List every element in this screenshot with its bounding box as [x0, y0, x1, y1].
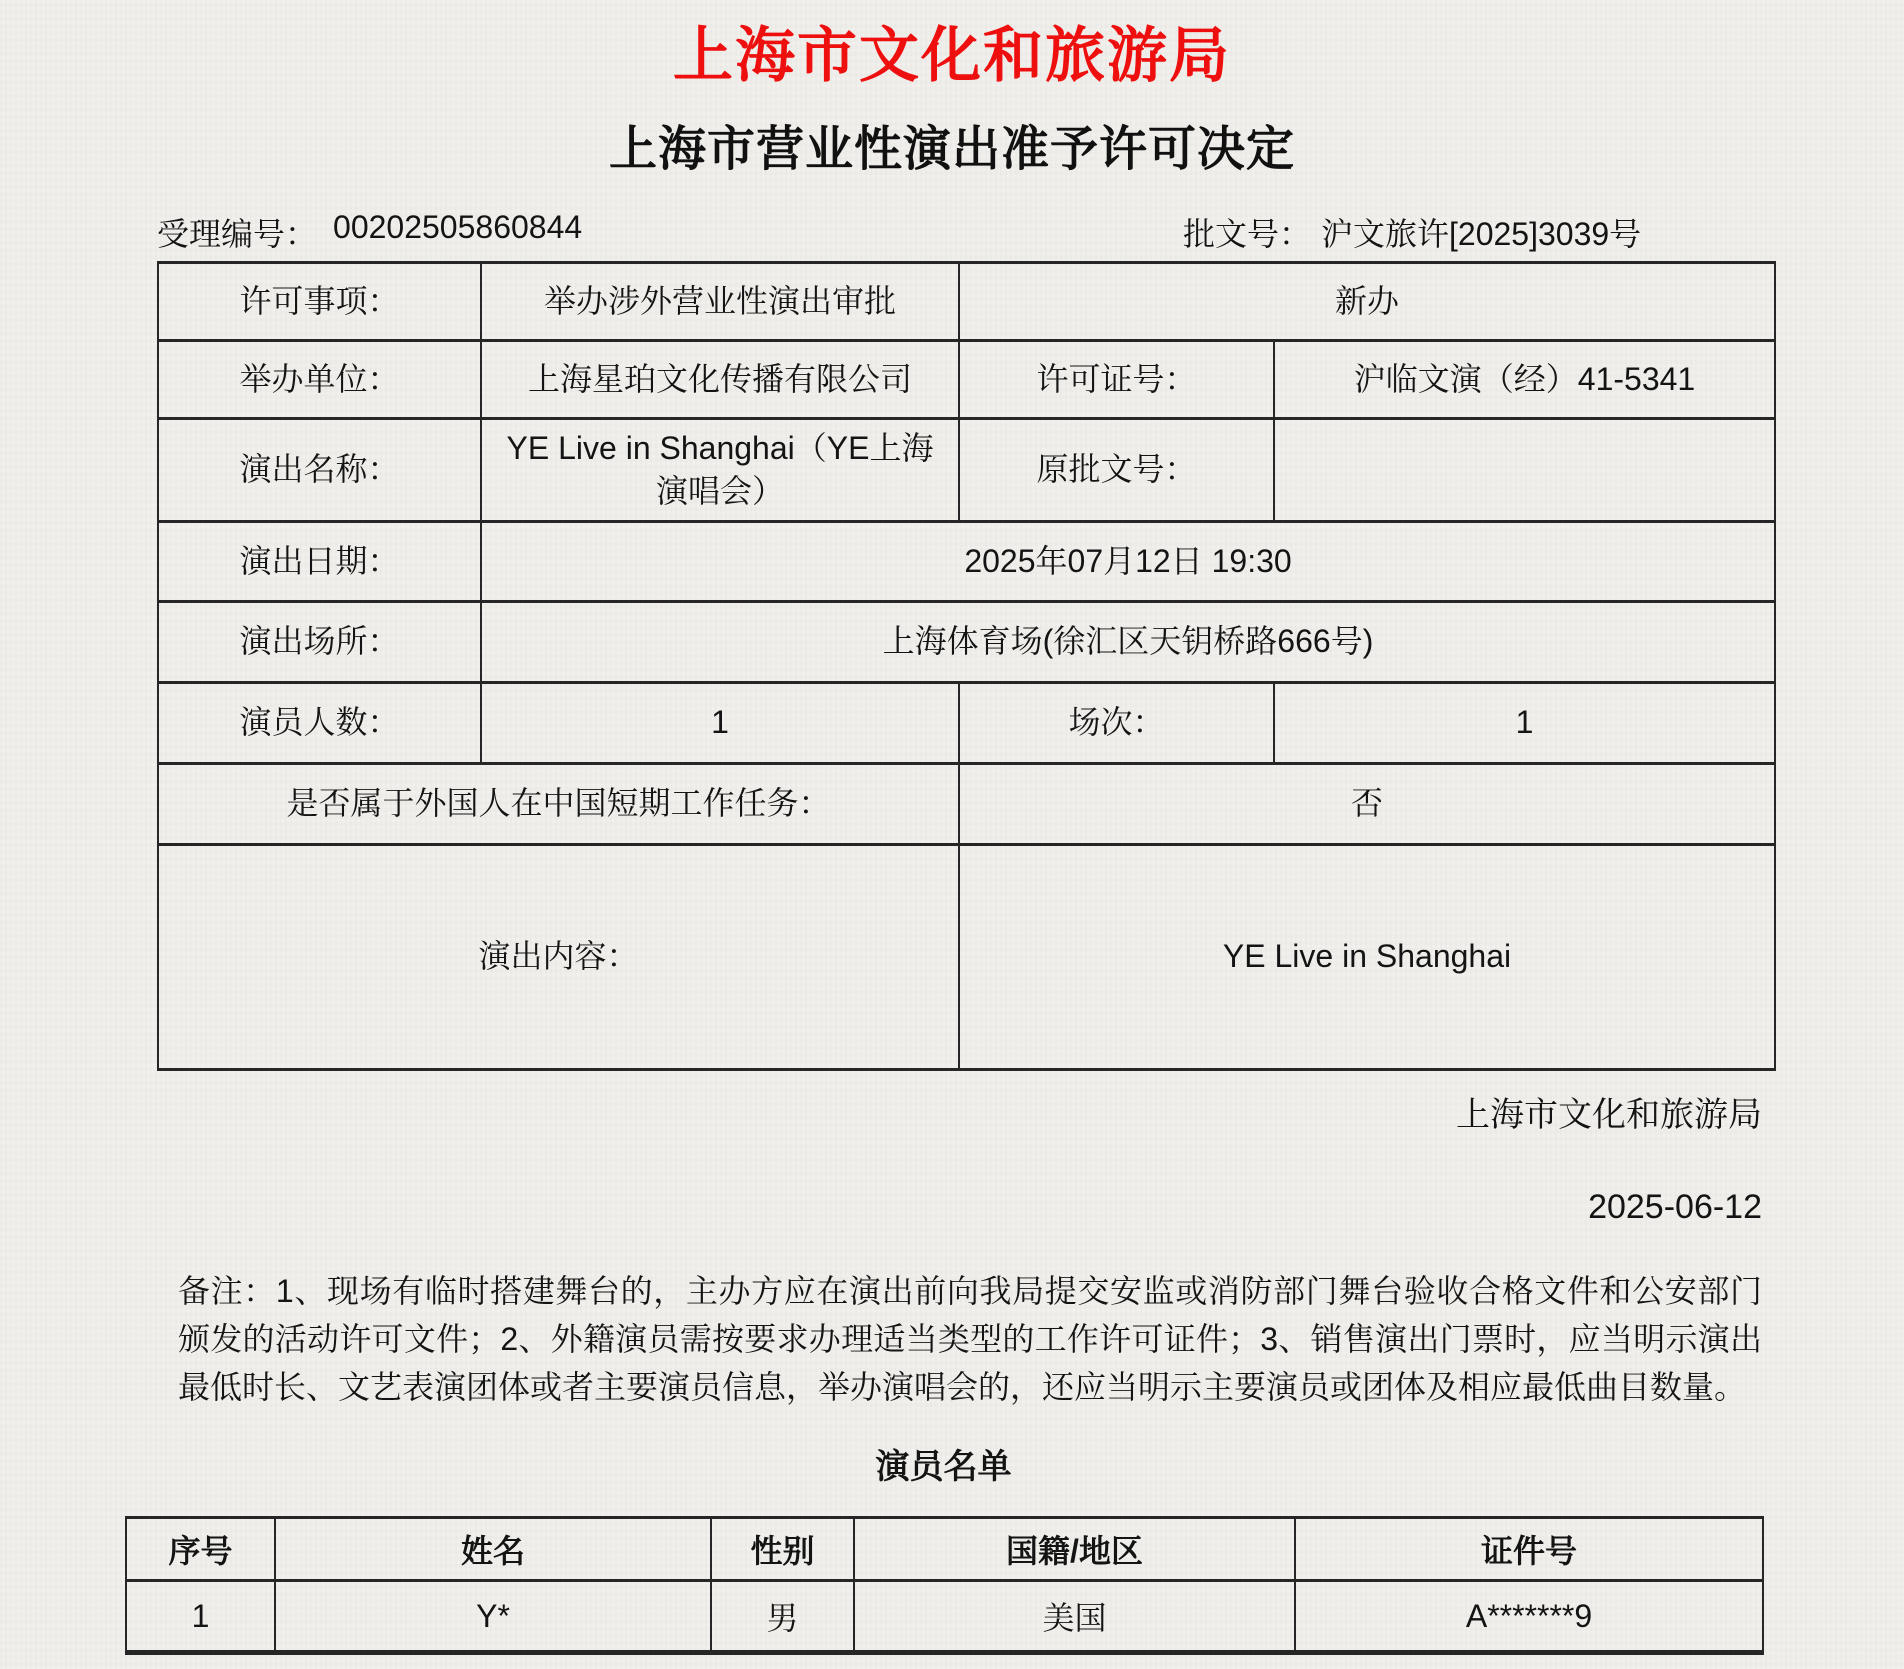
row-license-item [158, 263, 1775, 341]
approval-number-value: 沪文旅许[2025]3039号 [1321, 216, 1642, 252]
organizer-value: 上海星珀文化传播有限公司 [481, 341, 959, 419]
performer-header-row [126, 1518, 1763, 1581]
acceptance-number-label: 受理编号： [157, 216, 318, 252]
organizer-label: 举办单位： [158, 341, 481, 419]
show-name-value: YE Live in Shanghai（YE上海演唱会） [481, 419, 959, 522]
license-item-value: 举办涉外营业性演出审批 [481, 263, 959, 341]
performer-table [125, 1516, 1764, 1655]
remarks-paragraph: 备注：1、现场有临时搭建舞台的，主办方应在演出前向我局提交安监或消防部门舞台验收合格文件和公安部门颁发的活动许可文件；2、外籍演员需按要求办理适当类型的工作许可证件；3、销售演出门票时，应当明示演出最低时长、文艺表演团体或者主要演员信息，举办演唱会的，还应当明示主要演员或团体及相应最低曲目数量。 [178, 1273, 1762, 1405]
show-date-label: 演出日期： [158, 522, 481, 602]
performer-id: A*******9 [1295, 1581, 1763, 1653]
performer-count-label: 演员人数： [158, 683, 481, 764]
session-value: 1 [1274, 683, 1775, 764]
row-show-date [158, 522, 1775, 602]
performer-list-title: 演员名单 [875, 1448, 1012, 1486]
reference-numbers-row [157, 209, 1774, 252]
performer-header-index: 序号 [126, 1518, 275, 1581]
license-no-label: 许可证号： [959, 341, 1274, 419]
session-label: 场次： [959, 683, 1274, 764]
venue-label: 演出场所： [158, 602, 481, 683]
signature-date: 2025-06-12 [1588, 1188, 1762, 1226]
license-item-label: 许可事项： [158, 263, 481, 341]
performer-gender: 男 [711, 1581, 854, 1653]
row-foreign-work [158, 764, 1775, 845]
approval-number [1183, 209, 1641, 255]
performer-header-nationality: 国籍/地区 [854, 1518, 1295, 1581]
orig-approval-value [1274, 419, 1775, 522]
performer-count-value: 1 [481, 683, 959, 764]
acceptance-number [157, 209, 582, 255]
org-title: 上海市文化和旅游局 [673, 22, 1231, 89]
row-show-name [158, 419, 1775, 522]
doc-title: 上海市营业性演出准予许可决定 [608, 123, 1295, 176]
performer-index: 1 [126, 1581, 275, 1653]
foreign-work-value: 否 [959, 764, 1775, 845]
show-content-label: 演出内容： [158, 845, 959, 1070]
performer-name: Y* [275, 1581, 711, 1653]
license-no-value: 沪临文演（经）41-5341 [1274, 341, 1775, 419]
orig-approval-label: 原批文号： [959, 419, 1274, 522]
acceptance-number-value: 00202505860844 [333, 209, 583, 245]
venue-value: 上海体育场(徐汇区天钥桥路666号) [481, 602, 1775, 683]
signature-authority: 上海市文化和旅游局 [1456, 1096, 1762, 1134]
show-name-label: 演出名称： [158, 419, 481, 522]
application-type-value: 新办 [959, 263, 1775, 341]
performer-nationality: 美国 [854, 1581, 1295, 1653]
row-organizer [158, 341, 1775, 419]
row-show-content [158, 845, 1775, 1070]
show-content-value: YE Live in Shanghai [959, 845, 1775, 1070]
performer-row [126, 1581, 1763, 1653]
performer-header-name: 姓名 [275, 1518, 711, 1581]
performer-header-id: 证件号 [1295, 1518, 1763, 1581]
permit-table [157, 261, 1776, 1071]
row-venue [158, 602, 1775, 683]
row-performer-count [158, 683, 1775, 764]
approval-number-label: 批文号： [1183, 216, 1312, 252]
performer-header-gender: 性别 [711, 1518, 854, 1581]
show-date-value: 2025年07月12日 19:30 [481, 522, 1775, 602]
foreign-work-label: 是否属于外国人在中国短期工作任务： [158, 764, 959, 845]
